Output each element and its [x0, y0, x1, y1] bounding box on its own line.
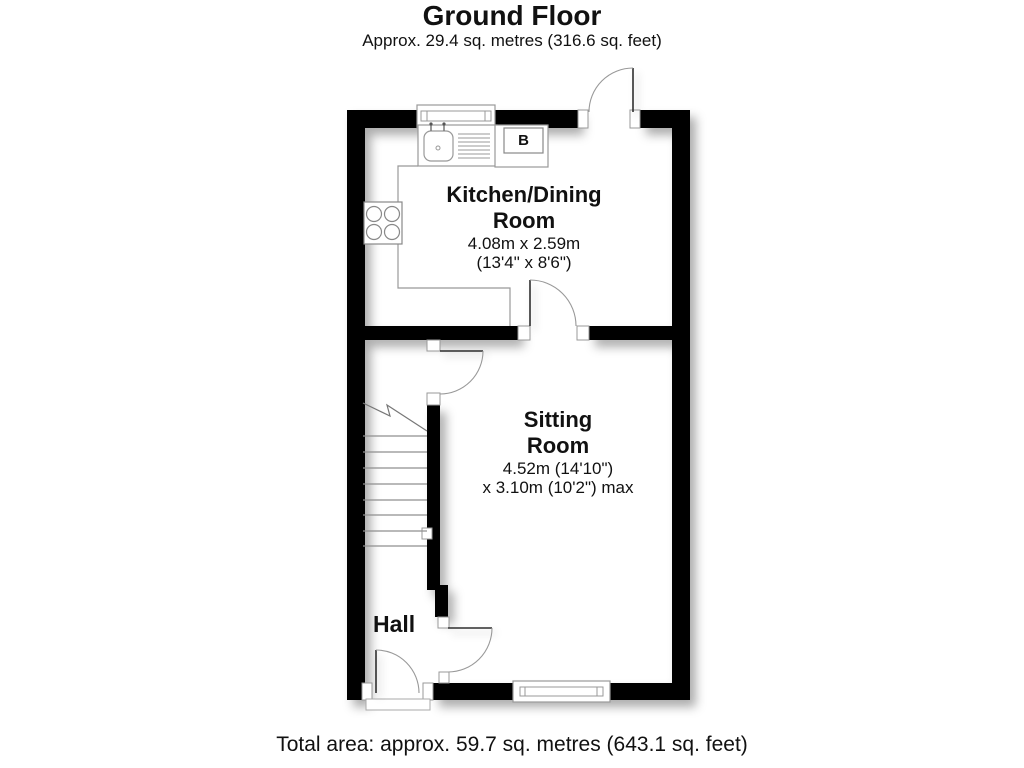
page-title: Ground Floor: [422, 0, 602, 31]
kitchen-dimensions-imperial: (13'4" x 8'6"): [476, 253, 572, 272]
back-door-jamb-left: [578, 110, 588, 128]
back-door-jamb-right: [630, 110, 640, 128]
kitchen-name-line2: Room: [492, 208, 556, 233]
kitchen-name-line1: Kitchen/Dining: [446, 182, 602, 207]
front-door-jamb-left: [362, 683, 372, 700]
boiler-label: B: [518, 132, 529, 149]
kitchen-door-arc: [530, 280, 576, 326]
sitting-name-line1: Sitting: [523, 407, 593, 432]
front-door-step: [366, 699, 430, 710]
kitchen-divider-wall-right: [589, 326, 690, 340]
page-subtitle: Approx. 29.4 sq. metres (316.6 sq. feet): [362, 31, 662, 50]
front-door-jamb-right: [423, 683, 433, 700]
outer-wall-left: [347, 110, 365, 700]
total-area-text: Total area: approx. 59.7 sq. metres (643.1 sq. feet): [276, 733, 748, 756]
kitchen-door-jamb-right: [577, 326, 589, 340]
hall-room-label: Hall: [373, 611, 416, 637]
sitting-door-jamb-bottom: [427, 393, 440, 405]
sitting-room-window: [513, 681, 610, 702]
drainer-lines: [458, 134, 490, 158]
sitting-room-label: [433, 407, 683, 497]
hall-door-arc: [448, 628, 492, 672]
staircase: [363, 403, 427, 546]
kitchen-dimensions-metric: 4.08m x 2.59m: [467, 234, 581, 253]
sink-unit: [418, 122, 497, 166]
kitchen-door-jamb-left: [518, 326, 530, 340]
kitchen-room-label: [399, 182, 649, 272]
sitting-name-line2: Room: [526, 433, 590, 458]
sitting-dimensions-line1: 4.52m (14'10"): [502, 459, 614, 478]
sitting-door-jamb-top: [427, 340, 440, 351]
hob: [364, 202, 402, 244]
sitting-dimensions-line2: x 3.10m (10'2") max: [482, 478, 634, 497]
hall-door-jamb-bottom: [439, 672, 449, 683]
kitchen-divider-wall-left: [347, 326, 518, 340]
stair-wall-notch: [422, 528, 432, 539]
hall-sitting-wall-jog: [435, 585, 448, 617]
outer-wall-right: [672, 110, 690, 700]
sitting-window-frame: [513, 681, 610, 702]
back-door-arc: [589, 68, 633, 112]
hall-door-jamb-top: [438, 617, 449, 628]
outer-wall-bottom-left-stub: [347, 683, 362, 700]
front-door-arc: [376, 650, 419, 693]
sitting-door-arc: [440, 351, 483, 394]
stair-break-line: [363, 403, 427, 431]
outer-wall-top-right-segment: [640, 110, 690, 128]
